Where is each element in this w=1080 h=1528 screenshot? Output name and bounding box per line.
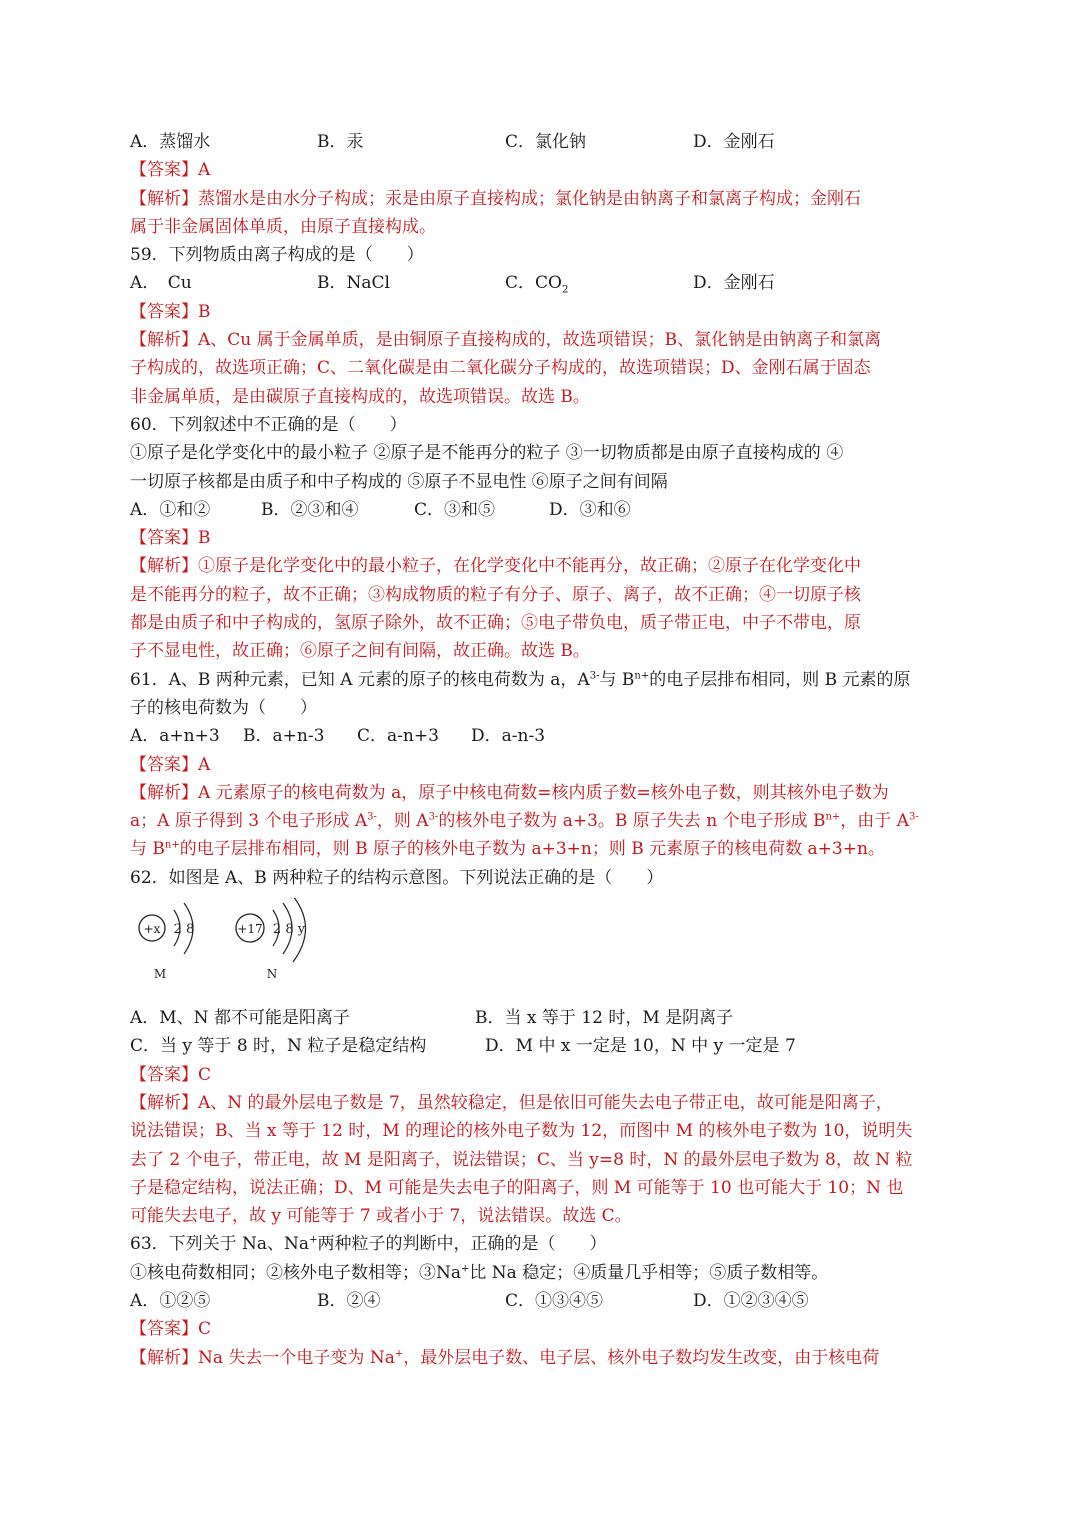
analysis-text: 蒸馏水是由水分子构成；汞是由原子直接构成；氯化钠是由钠离子和氯离子构成；金刚石 bbox=[198, 188, 861, 209]
q63-answer bbox=[130, 1315, 955, 1343]
superscript: n+ bbox=[825, 811, 841, 823]
answer-value: B bbox=[198, 528, 211, 549]
q59-option-c bbox=[505, 269, 568, 297]
analysis-text: ①原子是化学变化中的最小粒子，在化学变化中不能再分，故正确；②原子在化学变化中 bbox=[198, 556, 861, 577]
q62-options bbox=[130, 1004, 955, 1032]
q59-analysis-line bbox=[130, 326, 955, 354]
q60-option-b: B．②③和④ bbox=[261, 499, 359, 520]
q58-analysis-line bbox=[130, 185, 955, 213]
q61-option-b: B．a+n-3 bbox=[243, 726, 325, 747]
answer-value: C bbox=[198, 1064, 212, 1085]
q61-analysis-line bbox=[130, 779, 955, 807]
analysis-tag: 【解析】 bbox=[130, 782, 198, 803]
answer-value: C bbox=[198, 1319, 212, 1340]
n-shell-electrons: 2 8 y bbox=[272, 922, 306, 938]
q61-options bbox=[130, 722, 955, 750]
q62-options bbox=[130, 1032, 955, 1060]
q63-option-d: D．①②③④⑤ bbox=[693, 1290, 809, 1311]
q61-analysis-line bbox=[130, 835, 955, 863]
answer-tag: 【答案】 bbox=[130, 754, 198, 775]
m-shell-electrons: 2 8 bbox=[173, 922, 195, 938]
q60-stem: 60．下列叙述中不正确的是（ ） bbox=[130, 414, 407, 435]
analysis-text: a；A 原子得到 3 个电子形成 A bbox=[130, 811, 368, 832]
statement-text: ①核电荷数相同；②核外电子数相等；③Na bbox=[130, 1262, 462, 1283]
analysis-text: A 元素原子的核电荷数为 a，原子中核电荷数=核内质子数=核外电子数，则其核外电子数为 bbox=[198, 782, 889, 803]
analysis-tag: 【解析】 bbox=[130, 1092, 198, 1113]
stem-text: 61．A、B 两种元素，已知 A 元素的原子的核电荷数为 a，A bbox=[130, 669, 590, 690]
superscript: n+ bbox=[164, 839, 180, 851]
analysis-tag: 【解析】 bbox=[130, 556, 198, 577]
q59-option-a: A． Cu bbox=[130, 273, 192, 294]
q63-options bbox=[130, 1287, 955, 1315]
m-nucleus-charge: +x bbox=[143, 922, 161, 937]
analysis-text: Na 失去一个电子变为 Na bbox=[198, 1347, 395, 1368]
q62-stem: 62．如图是 A、B 两种粒子的结构示意图。下列说法正确的是（ ） bbox=[130, 867, 664, 888]
analysis-text: 的核外电子数为 a+3。B 原子失去 n 个电子形成 B bbox=[438, 811, 826, 832]
option-text: C．CO bbox=[505, 273, 562, 294]
q58-option-d: D．金刚石 bbox=[693, 132, 775, 152]
q63-analysis-line bbox=[130, 1344, 955, 1372]
q58-analysis-line: 属于非金属固体单质，由原子直接构成。 bbox=[130, 216, 436, 237]
q60-option-d: D．③和⑥ bbox=[549, 499, 631, 520]
superscript: 3- bbox=[367, 811, 377, 823]
q58-options bbox=[130, 128, 955, 156]
analysis-tag: 【解析】 bbox=[130, 330, 198, 351]
q58-option-c: C．氯化钠 bbox=[505, 132, 587, 152]
atom-structure-diagram bbox=[130, 892, 955, 1004]
q59-options bbox=[130, 269, 955, 297]
q62-analysis-line: 可能失去电子，故 y 可能等于 7 或者小于 7，说法错误。故选 C。 bbox=[130, 1206, 632, 1227]
superscript: 3- bbox=[908, 811, 919, 823]
q59-analysis-line: 子构成的，故选项正确；C、二氧化碳是由二氧化碳分子构成的，故选项错误；D、金刚石属于固态 bbox=[130, 358, 871, 379]
analysis-text: ，最外层电子数、电子层、核外电子数均发生改变，由于核电荷 bbox=[403, 1347, 880, 1368]
stem-text: 两种粒子的判断中，正确的是（ ） bbox=[317, 1234, 607, 1255]
q61-stem bbox=[130, 666, 955, 694]
superscript: n+ bbox=[634, 669, 650, 681]
q60-analysis-line bbox=[130, 552, 955, 580]
analysis-text: 与 B bbox=[130, 839, 165, 860]
document-page bbox=[130, 128, 955, 1372]
analysis-tag: 【解析】 bbox=[130, 1347, 198, 1368]
superscript: 3- bbox=[428, 811, 439, 823]
q62-option-d: D．M 中 x 一定是 10，N 中 y 一定是 7 bbox=[485, 1036, 796, 1057]
q63-option-b: B．②④ bbox=[317, 1290, 381, 1311]
answer-tag: 【答案】 bbox=[130, 528, 198, 549]
analysis-text: ，由于 A bbox=[840, 811, 909, 832]
q58-option-b: B．汞 bbox=[317, 132, 364, 152]
q59-option-d: D．金刚石 bbox=[693, 273, 775, 294]
answer-tag: 【答案】 bbox=[130, 160, 198, 181]
q60-analysis-line: 是不能再分的粒子，故不正确；③构成物质的粒子有分子、原子、离子，故不正确；④一切原子核 bbox=[130, 584, 861, 605]
q59-analysis-line: 非金属单质，是由碳原子直接构成的，故选项错误。故选 B。 bbox=[130, 386, 590, 407]
q61-analysis-line bbox=[130, 807, 955, 835]
q62-analysis-line: 说法错误；B、当 x 等于 12 时，M 的理论的核外电子数为 12，而图中 M 的核外电子数为 10，说明失 bbox=[130, 1121, 913, 1142]
atom-diagram-svg bbox=[130, 898, 330, 998]
analysis-text: ，则 A bbox=[376, 811, 429, 832]
analysis-text: A、N 的最外层电子数是 7，虽然较稳定，但是依旧可能失去电子带正电，故可能是阳离子， bbox=[198, 1092, 893, 1113]
superscript: + bbox=[461, 1263, 470, 1275]
stem-text: 的电子层排布相同，则 B 元素的原 bbox=[649, 669, 911, 690]
q61-answer bbox=[130, 751, 955, 779]
statement-text: 比 Na 稳定；④质量几乎相等；⑤质子数相等。 bbox=[469, 1262, 829, 1283]
q60-analysis-line: 子不显电性，故正确；⑥原子之间有间隔，故正确。故选 B。 bbox=[130, 641, 590, 662]
q60-option-c: C．③和⑤ bbox=[414, 499, 496, 520]
q58-answer bbox=[130, 156, 955, 184]
stem-text: 与 B bbox=[599, 669, 635, 690]
superscript: + bbox=[309, 1234, 318, 1246]
q59-stem: 59．下列物质由离子构成的是（ ） bbox=[130, 245, 424, 266]
subscript: 2 bbox=[561, 284, 569, 296]
q60-options bbox=[130, 496, 955, 524]
answer-value: B bbox=[198, 301, 211, 322]
q63-option-c: C．①③④⑤ bbox=[505, 1290, 604, 1311]
q60-analysis-line: 都是由质子和中子构成的，氢原子除外，故不正确；⑤电子带负电，质子带正电，中子不带电，原 bbox=[130, 613, 861, 634]
q61-stem: 子的核电荷数为（ ） bbox=[130, 697, 317, 718]
q60-option-a: A．①和② bbox=[130, 499, 211, 520]
q61-option-d: D．a-n-3 bbox=[471, 726, 546, 747]
q59-answer bbox=[130, 298, 955, 326]
analysis-tag: 【解析】 bbox=[130, 188, 198, 209]
q62-option-c: C．当 y 等于 8 时，N 粒子是稳定结构 bbox=[130, 1036, 427, 1057]
q63-statements bbox=[130, 1259, 955, 1287]
q58-option-a: A．蒸馏水 bbox=[130, 132, 211, 152]
q61-option-c: C．a-n+3 bbox=[357, 726, 439, 747]
n-label: N bbox=[266, 967, 278, 982]
atom-n bbox=[236, 898, 306, 981]
m-label: M bbox=[153, 967, 167, 982]
n-nucleus-charge: +17 bbox=[237, 922, 263, 937]
q63-option-a: A．①②⑤ bbox=[130, 1290, 211, 1311]
superscript: 3- bbox=[589, 669, 600, 681]
q62-option-a: A．M、N 都不可能是阳离子 bbox=[130, 1008, 350, 1029]
answer-tag: 【答案】 bbox=[130, 1319, 198, 1340]
q60-statements: ①原子是化学变化中的最小粒子 ②原子是不能再分的粒子 ③一切物质都是由原子直接构成的 ④ bbox=[130, 443, 844, 464]
q59-option-b: B．NaCl bbox=[317, 273, 390, 294]
q60-answer bbox=[130, 524, 955, 552]
q63-stem bbox=[130, 1230, 955, 1258]
q62-analysis-line bbox=[130, 1089, 955, 1117]
answer-tag: 【答案】 bbox=[130, 1064, 198, 1085]
q60-statements: 一切原子核都是由质子和中子构成的 ⑤原子不显电性 ⑥原子之间有间隔 bbox=[130, 471, 668, 492]
q62-answer bbox=[130, 1061, 955, 1089]
stem-text: 63．下列关于 Na、Na bbox=[130, 1234, 310, 1255]
q61-option-a: A．a+n+3 bbox=[130, 726, 220, 747]
answer-tag: 【答案】 bbox=[130, 301, 198, 322]
answer-value: A bbox=[198, 754, 211, 775]
superscript: + bbox=[394, 1347, 404, 1359]
q62-option-b: B．当 x 等于 12 时，M 是阴离子 bbox=[475, 1008, 734, 1029]
q62-analysis-line: 子是稳定结构，说法正确；D、M 可能是失去电子的阳离子，则 M 可能等于 10 也可能大于 10；N 也 bbox=[130, 1177, 904, 1198]
q62-analysis-line: 去了 2 个电子，带正电，故 M 是阳离子，说法错误；C、当 y=8 时，N 的最外层电子数为 8，故 N 粒 bbox=[130, 1149, 913, 1170]
analysis-text: 的电子层排布相同，则 B 原子的核外电子数为 a+3+n；则 B 元素原子的核电荷数 a+3+n。 bbox=[179, 839, 885, 860]
atom-m bbox=[139, 903, 194, 981]
analysis-text: A、Cu 属于金属单质，是由铜原子直接构成的，故选项错误；B、氯化钠是由钠离子和氯离 bbox=[198, 330, 882, 351]
answer-value: A bbox=[198, 160, 211, 181]
